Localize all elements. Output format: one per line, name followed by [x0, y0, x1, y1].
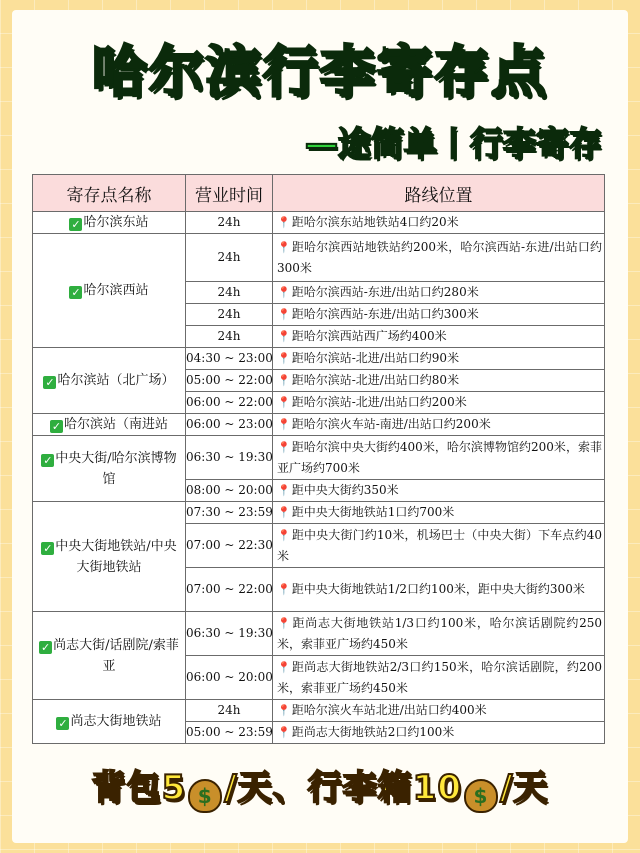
location-pin-icon: 📍: [277, 583, 291, 596]
route-text: 距哈尔滨站-北进/出站口约200米: [291, 395, 467, 409]
route-text: 距哈尔滨火车站北进/出站口约400米: [291, 703, 487, 717]
location-pin-icon: 📍: [277, 660, 291, 674]
price-footer: [0, 760, 640, 813]
route-cell: [273, 436, 605, 480]
route-text: 距中央大街地铁站1/2口约100米，距中央大街约300米: [291, 582, 585, 596]
location-name: 中央大街/哈尔滨博物馆: [55, 450, 177, 487]
check-mark-icon: ✓: [58, 717, 68, 730]
location-pin-icon: 📍: [277, 330, 291, 343]
route-text: 距哈尔滨中央大街约400米，哈尔滨博物馆约200米，索菲亚广场约700米: [277, 439, 602, 475]
location-pin-icon: 📍: [277, 440, 291, 454]
location-name: 中央大街地铁站/中央大街地铁站: [55, 538, 177, 575]
location-pin-icon: 📍: [277, 216, 291, 229]
location-pin-icon: 📍: [277, 308, 291, 321]
check-mark-icon: ✓: [45, 376, 55, 389]
location-name-cell: [33, 436, 186, 502]
location-pin-icon: 📍: [277, 506, 291, 519]
route-cell: [273, 414, 605, 436]
money-bag-icon: $: [188, 779, 222, 813]
hours-cell: 05:00 ~ 22:00: [186, 370, 273, 392]
hours-cell: 24h: [186, 282, 273, 304]
price-backpack: 背包5: [91, 768, 187, 808]
location-name-cell: [33, 234, 186, 348]
route-text: 距尚志大街地铁站1/3口约100米，哈尔滨话剧院约250米，索菲亚广场约450米: [277, 615, 602, 651]
location-name: 尚志大街/话剧院/索菲亚: [53, 637, 179, 674]
route-cell: [273, 304, 605, 326]
table-row: [33, 700, 605, 722]
location-name-cell: [33, 502, 186, 612]
location-pin-icon: 📍: [277, 286, 291, 299]
hours-cell: 24h: [186, 304, 273, 326]
table-row: [33, 502, 605, 524]
location-name: 哈尔滨站（南进站: [63, 417, 168, 432]
hours-cell: 24h: [186, 234, 273, 282]
location-name-cell: [33, 348, 186, 414]
hours-cell: 07:00 ~ 22:30: [186, 524, 273, 568]
page-subtitle: —途简单丨行李寄存: [305, 124, 602, 163]
location-name-cell: [33, 212, 186, 234]
check-mark-icon: ✓: [43, 541, 53, 555]
hours-cell: 24h: [186, 326, 273, 348]
check-mark-icon: ✓: [43, 453, 53, 467]
route-text: 距中央大街门约10米，机场巴士（中央大街）下车点约40米: [277, 527, 603, 563]
hours-cell: 05:00 ~ 23:59: [186, 722, 273, 744]
route-cell: [273, 480, 605, 502]
hours-cell: 06:00 ~ 20:00: [186, 656, 273, 700]
route-text: 距哈尔滨西站西广场约400米: [291, 329, 447, 343]
route-cell: [273, 612, 605, 656]
route-cell: [273, 524, 605, 568]
table-row: [33, 414, 605, 436]
route-cell: [273, 392, 605, 414]
route-cell: [273, 700, 605, 722]
route-text: 距中央大街约350米: [291, 483, 399, 497]
hours-cell: 04:30 ~ 23:00: [186, 348, 273, 370]
route-text: 距尚志大街地铁站2/3口约150米，哈尔滨话剧院，约200米，索菲亚广场约450米: [277, 659, 602, 695]
hours-cell: 07:00 ~ 22:00: [186, 568, 273, 612]
hours-cell: 07:30 ~ 23:59: [186, 502, 273, 524]
column-header-hours: 营业时间: [186, 175, 273, 212]
location-pin-icon: 📍: [277, 396, 291, 409]
location-name: 哈尔滨站（北广场）: [57, 373, 175, 388]
location-name: 尚志大街地铁站: [70, 714, 162, 729]
location-name-cell: [33, 414, 186, 436]
table-row: [33, 234, 605, 282]
location-name-cell: [33, 700, 186, 744]
check-mark-icon: ✓: [41, 640, 51, 654]
price-unit: /天: [499, 768, 549, 808]
hours-cell: 06:00 ~ 23:00: [186, 414, 273, 436]
table-row: [33, 612, 605, 656]
column-header-name: 寄存点名称: [33, 175, 186, 212]
location-name: 哈尔滨东站: [83, 215, 149, 230]
hours-cell: 24h: [186, 700, 273, 722]
route-cell: [273, 348, 605, 370]
location-pin-icon: 📍: [277, 352, 291, 365]
check-mark-icon: ✓: [51, 420, 62, 433]
route-cell: [273, 212, 605, 234]
hours-cell: 24h: [186, 212, 273, 234]
location-pin-icon: 📍: [277, 484, 291, 497]
column-header-route: 路线位置: [273, 175, 605, 212]
route-text: 距中央大街地铁站1口约700米: [291, 505, 455, 519]
route-text: 距哈尔滨东站地铁站4口约20米: [291, 215, 459, 229]
table-row: [33, 436, 605, 480]
location-pin-icon: 📍: [277, 240, 291, 254]
route-text: 距哈尔滨西站地铁站约200米，哈尔滨西站-东进/出站口约300米: [277, 239, 602, 275]
table-header-row: [33, 175, 605, 212]
route-cell: [273, 234, 605, 282]
check-mark-icon: ✓: [71, 286, 81, 299]
route-cell: [273, 326, 605, 348]
route-cell: [273, 568, 605, 612]
location-name-cell: [33, 612, 186, 700]
route-text: 距哈尔滨站-北进/出站口约80米: [291, 373, 460, 387]
route-cell: [273, 370, 605, 392]
route-text: 距哈尔滨西站-东进/出站口约300米: [291, 307, 479, 321]
route-text: 距哈尔滨站-北进/出站口约90米: [291, 351, 460, 365]
table-row: [33, 212, 605, 234]
route-cell: [273, 656, 605, 700]
route-text: 距哈尔滨火车站-南进/出站口约200米: [291, 417, 491, 431]
location-pin-icon: 📍: [277, 528, 291, 542]
hours-cell: 06:00 ~ 22:00: [186, 392, 273, 414]
location-pin-icon: 📍: [277, 704, 291, 717]
route-text: 距尚志大街地铁站2口约100米: [291, 725, 455, 739]
page-title: 哈尔滨行李寄存点: [91, 40, 548, 104]
location-pin-icon: 📍: [277, 418, 291, 431]
location-name: 哈尔滨西站: [83, 283, 149, 298]
hours-cell: 08:00 ~ 20:00: [186, 480, 273, 502]
location-pin-icon: 📍: [277, 616, 292, 630]
table-row: [33, 348, 605, 370]
location-pin-icon: 📍: [277, 374, 291, 387]
route-cell: [273, 282, 605, 304]
table-body: [33, 212, 605, 744]
money-bag-icon: $: [464, 779, 498, 813]
storage-table: [32, 174, 605, 744]
check-mark-icon: ✓: [71, 218, 81, 231]
route-cell: [273, 502, 605, 524]
route-text: 距哈尔滨西站-东进/出站口约280米: [291, 285, 479, 299]
location-pin-icon: 📍: [277, 726, 291, 739]
price-suitcase: /天、行李箱10: [224, 768, 462, 808]
hours-cell: 06:30 ~ 19:30: [186, 612, 273, 656]
route-cell: [273, 722, 605, 744]
hours-cell: 06:30 ~ 19:30: [186, 436, 273, 480]
